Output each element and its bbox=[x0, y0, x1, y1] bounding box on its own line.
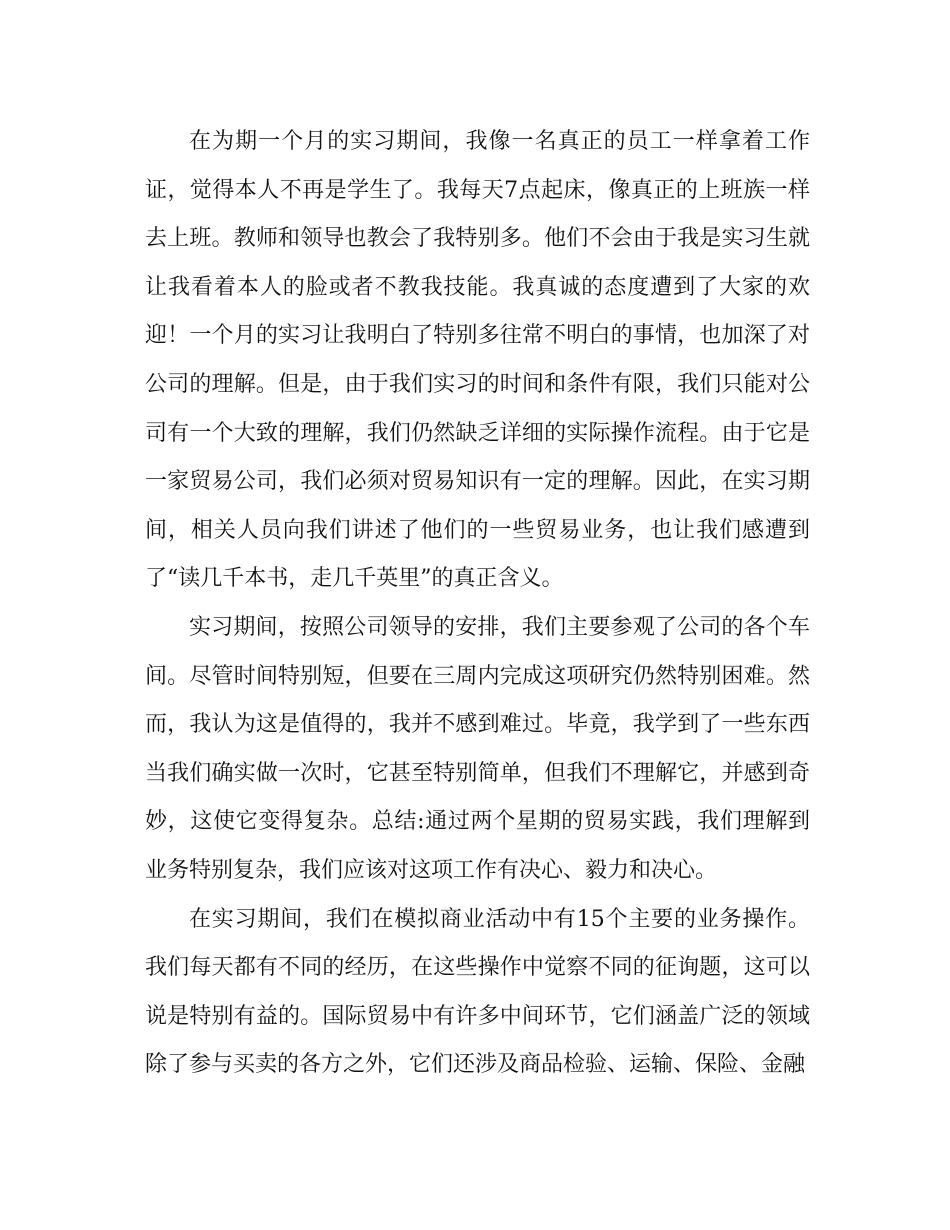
document-body bbox=[145, 118, 810, 1090]
paragraph-3: 在实习期间，我们在模拟商业活动中有15个主要的业务操作。我们每天都有不同的经历，在这些操作中觉察不同的征询题，这可以说是特别有益的。国际贸易中有许多中间环节，它们涵盖广泛的领域除了参与买卖的各方之外，它们还涉及商品检验、运输、保险、金融 bbox=[145, 906, 810, 1078]
paragraph-2: 实习期间，按照公司领导的安排，我们主要参观了公司的各个车间。尽管时间特别短，但要在三周内完成这项研究仍然特别困难。然而，我认为这是值得的，我并不感到难过。毕竟，我学到了一些东西当我们确实做一次时，它甚至特别简单，但我们不理解它，并感到奇妙，这使它变得复杂。总结:通过两个星期的贸易实践，我们理解到业务特别复杂，我们应该对这项工作有决心、毅力和决心。 bbox=[145, 614, 810, 883]
paragraph-1: 在为期一个月的实习期间，我像一名真正的员工一样拿着工作证，觉得本人不再是学生了。我每天7点起床，像真正的上班族一样去上班。教师和领导也教会了我特别多。他们不会由于我是实习生就让我看着本人的脸或者不教我技能。我真诚的态度遭到了大家的欢迎！一个月的实习让我明白了特别多往常不明白的事情，也加深了对公司的理解。但是，由于我们实习的时间和条件有限，我们只能对公司有一个大致的理解，我们仍然缺乏详细的实际操作流程。由于它是一家贸易公司，我们必须对贸易知识有一定的理解。因此，在实习期间，相关人员向我们讲述了他们的一些贸易业务，也让我们感遭到了“读几千本书，走几千英里”的真正含义。 bbox=[145, 129, 810, 592]
